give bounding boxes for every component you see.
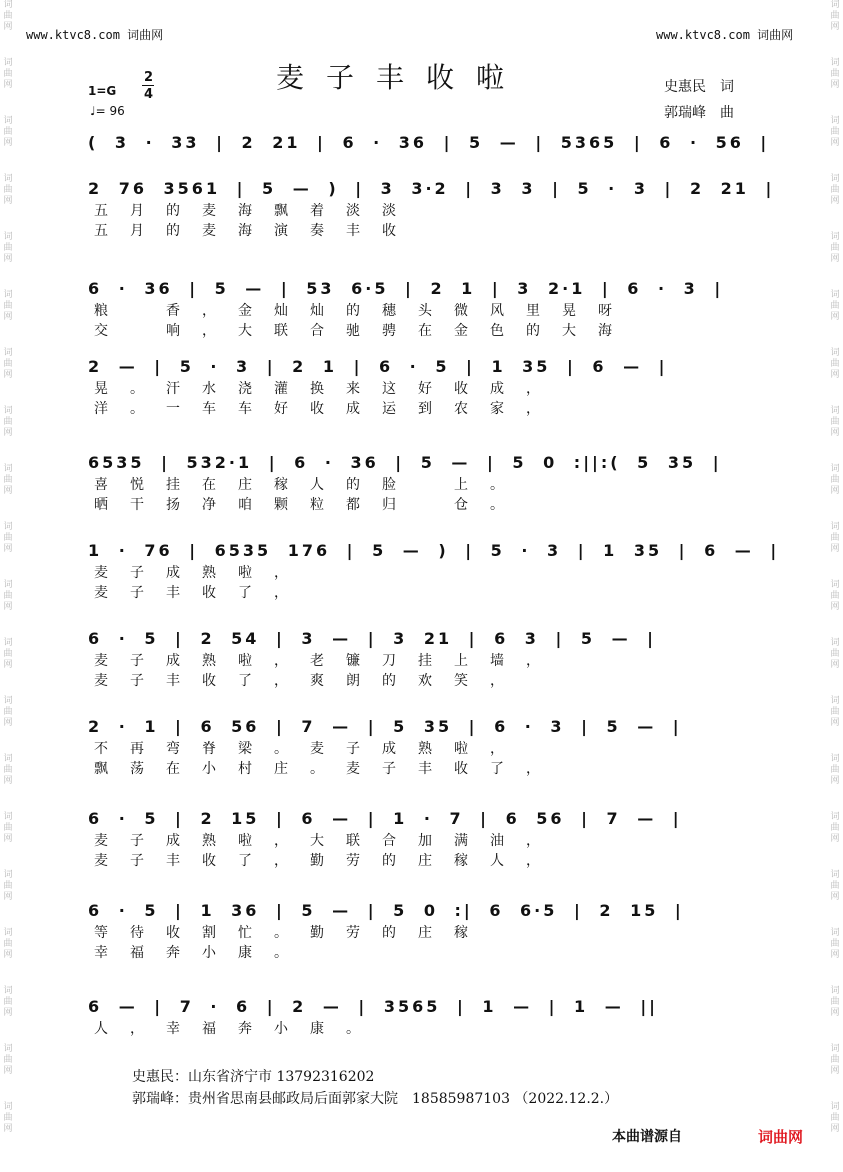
watermark-block: 词 曲 网 — [3, 580, 13, 612]
lyric-line: 交 响，大联合驰骋在金色的大海 — [94, 323, 634, 339]
notation-line: 6 · 5 | 2 15 | 6 — | 1 · 7 | 6 56 | 7 — | — [88, 808, 682, 828]
watermark-block: 词 曲 网 — [3, 870, 13, 902]
watermark-block: 词 曲 网 — [3, 116, 13, 148]
score-system — [88, 714, 756, 778]
watermark-block: 词 曲 网 — [830, 870, 840, 902]
song-title: 麦子丰收啦 — [276, 61, 527, 94]
lyric-line: 不再弯脊梁。麦子成熟啦， — [94, 741, 526, 757]
lyric-line: 麦子成熟啦， — [94, 565, 310, 581]
watermark-block: 词 曲 网 — [830, 58, 840, 90]
key-signature: 1=G — [88, 84, 117, 98]
time-signature-bottom: 4 — [144, 87, 154, 102]
lyric-line: 麦子成熟啦，老镰刀挂上墙， — [94, 653, 562, 669]
watermark-block: 词 曲 网 — [830, 696, 840, 728]
watermark-block: 词 曲 网 — [3, 986, 13, 1018]
lyric-line: 飘荡在小村庄。麦子丰收了， — [94, 761, 562, 777]
watermark-block: 词 曲 网 — [830, 812, 840, 844]
watermark-block: 词 曲 网 — [3, 754, 13, 786]
watermark-block: 词 曲 网 — [3, 406, 13, 438]
watermark-block: 词 曲 网 — [830, 522, 840, 554]
lyric-line: 麦子成熟啦，大联合加满油， — [94, 833, 562, 849]
lyric-line: 粮 香，金灿灿的穗头微风里晃呀 — [94, 303, 634, 319]
watermark-block: 词 曲 网 — [830, 116, 840, 148]
left-watermark-strip — [2, 0, 14, 1172]
site-mark-right: www.ktvc8.com 词曲网 — [656, 28, 794, 42]
lyric-line: 五月的麦海演奏丰收 — [94, 223, 418, 239]
time-signature-line — [142, 85, 154, 86]
watermark-block: 词 曲 网 — [3, 522, 13, 554]
score-system — [88, 538, 780, 602]
time-signature-top: 2 — [144, 70, 154, 85]
watermark-block: 词 曲 网 — [3, 58, 13, 90]
watermark-block: 词 曲 网 — [3, 348, 13, 380]
watermark-block: 词 曲 网 — [3, 232, 13, 264]
watermark-block: 词 曲 网 — [830, 928, 840, 960]
site-mark-left: www.ktvc8.com 词曲网 — [26, 28, 164, 42]
watermark-block: 词 曲 网 — [830, 290, 840, 322]
score-system — [88, 276, 756, 340]
lyric-line: 幸福奔小康。 — [94, 945, 310, 961]
score-system — [88, 898, 756, 962]
notation-line: 2 — | 5 · 3 | 2 1 | 6 · 5 | 1 35 | 6 — | — [88, 356, 668, 376]
watermark-block: 词 曲 网 — [830, 348, 840, 380]
watermark-block: 词 曲 网 — [830, 174, 840, 206]
score-system — [88, 626, 756, 690]
watermark-block: 词 曲 网 — [830, 406, 840, 438]
lyric-line: 喜悦挂在庄稼人的脸 上。 — [94, 477, 526, 493]
watermark-block: 词 曲 网 — [830, 1044, 840, 1076]
lyric-line: 晃。汗水浇灌换来这好收成， — [94, 381, 562, 397]
watermark-block: 词 曲 网 — [3, 174, 13, 206]
watermark-block: 词 曲 网 — [3, 812, 13, 844]
lyric-line: 人，幸福奔小康。 — [94, 1021, 382, 1037]
score-system — [88, 176, 775, 240]
notation-line: 6 — | 7 · 6 | 2 — | 3565 | 1 — | 1 — || — [88, 996, 659, 1016]
notation-line: 6 · 5 | 2 54 | 3 — | 3 21 | 6 3 | 5 — | — [88, 628, 656, 648]
notation-line: 2 · 1 | 6 56 | 7 — | 5 35 | 6 · 3 | 5 — | — [88, 716, 682, 736]
watermark-block: 词 曲 网 — [3, 696, 13, 728]
watermark-block: 词 曲 网 — [3, 1102, 13, 1134]
watermark-block: 词 曲 网 — [3, 0, 13, 32]
lyric-line: 五月的麦海飘着淡淡 — [94, 203, 418, 219]
score-system — [88, 450, 756, 514]
watermark-block: 词 曲 网 — [830, 1102, 840, 1134]
score-system — [88, 354, 756, 418]
lyric-line: 麦子丰收了， — [94, 585, 310, 601]
source-label: 本曲谱源自 — [612, 1129, 682, 1145]
notation-line: 2 76 3561 | 5 — ) | 3 3·2 | 3 3 | 5 · 3 | 2 21 | — [88, 178, 775, 198]
watermark-block: 词 曲 网 — [3, 464, 13, 496]
watermark-block: 词 曲 网 — [830, 986, 840, 1018]
watermark-block: 词 曲 网 — [830, 580, 840, 612]
lyric-line: 晒干扬净咱颗粒都归 仓。 — [94, 497, 526, 513]
watermark-block: 词 曲 网 — [3, 1044, 13, 1076]
composer-contact: 郭瑞峰：贵州省思南县邮政局后面郭家大院 18585987103 （2022.12.2.） — [132, 1091, 619, 1107]
score-system — [88, 806, 756, 870]
notation-line: ( 3 · 33 | 2 21 | 6 · 36 | 5 — | 5365 | 6 · 56 | — [88, 132, 770, 152]
score-system — [88, 130, 770, 154]
notation-line: 6535 | 532·1 | 6 · 36 | 5 — | 5 0 :||:( 5 35 | — [88, 452, 722, 472]
composer-credit: 郭瑞峰 曲 — [664, 105, 734, 121]
watermark-block: 词 曲 网 — [3, 638, 13, 670]
watermark-block: 词 曲 网 — [3, 290, 13, 322]
lyric-line: 等待收割忙。勤劳的庄稼 — [94, 925, 490, 941]
watermark-block: 词 曲 网 — [830, 754, 840, 786]
lyric-line: 麦子丰收了，勤劳的庄稼人， — [94, 853, 562, 869]
lyricist-credit: 史惠民 词 — [664, 79, 734, 95]
watermark-block: 词 曲 网 — [3, 928, 13, 960]
watermark-block: 词 曲 网 — [830, 0, 840, 32]
notation-line: 1 · 76 | 6535 176 | 5 — ) | 5 · 3 | 1 35 | 6 — | — [88, 540, 780, 560]
notation-line: 6 · 36 | 5 — | 53 6·5 | 2 1 | 3 2·1 | 6 · 3 | — [88, 278, 724, 298]
watermark-block: 词 曲 网 — [830, 232, 840, 264]
lyricist-contact: 史惠民：山东省济宁市 13792316202 — [132, 1069, 375, 1085]
right-watermark-strip — [829, 0, 841, 1172]
watermark-block: 词 曲 网 — [830, 638, 840, 670]
lyric-line: 麦子丰收了，爽朗的欢笑， — [94, 673, 526, 689]
lyric-line: 洋。一车车好收成运到农家， — [94, 401, 562, 417]
notation-line: 6 · 5 | 1 36 | 5 — | 5 0 :| 6 6·5 | 2 15 | — [88, 900, 684, 920]
tempo-mark: ♩= 96 — [90, 104, 125, 118]
source-site-link[interactable]: 词曲网 — [758, 1128, 804, 1146]
score-system — [88, 994, 756, 1038]
watermark-block: 词 曲 网 — [830, 464, 840, 496]
